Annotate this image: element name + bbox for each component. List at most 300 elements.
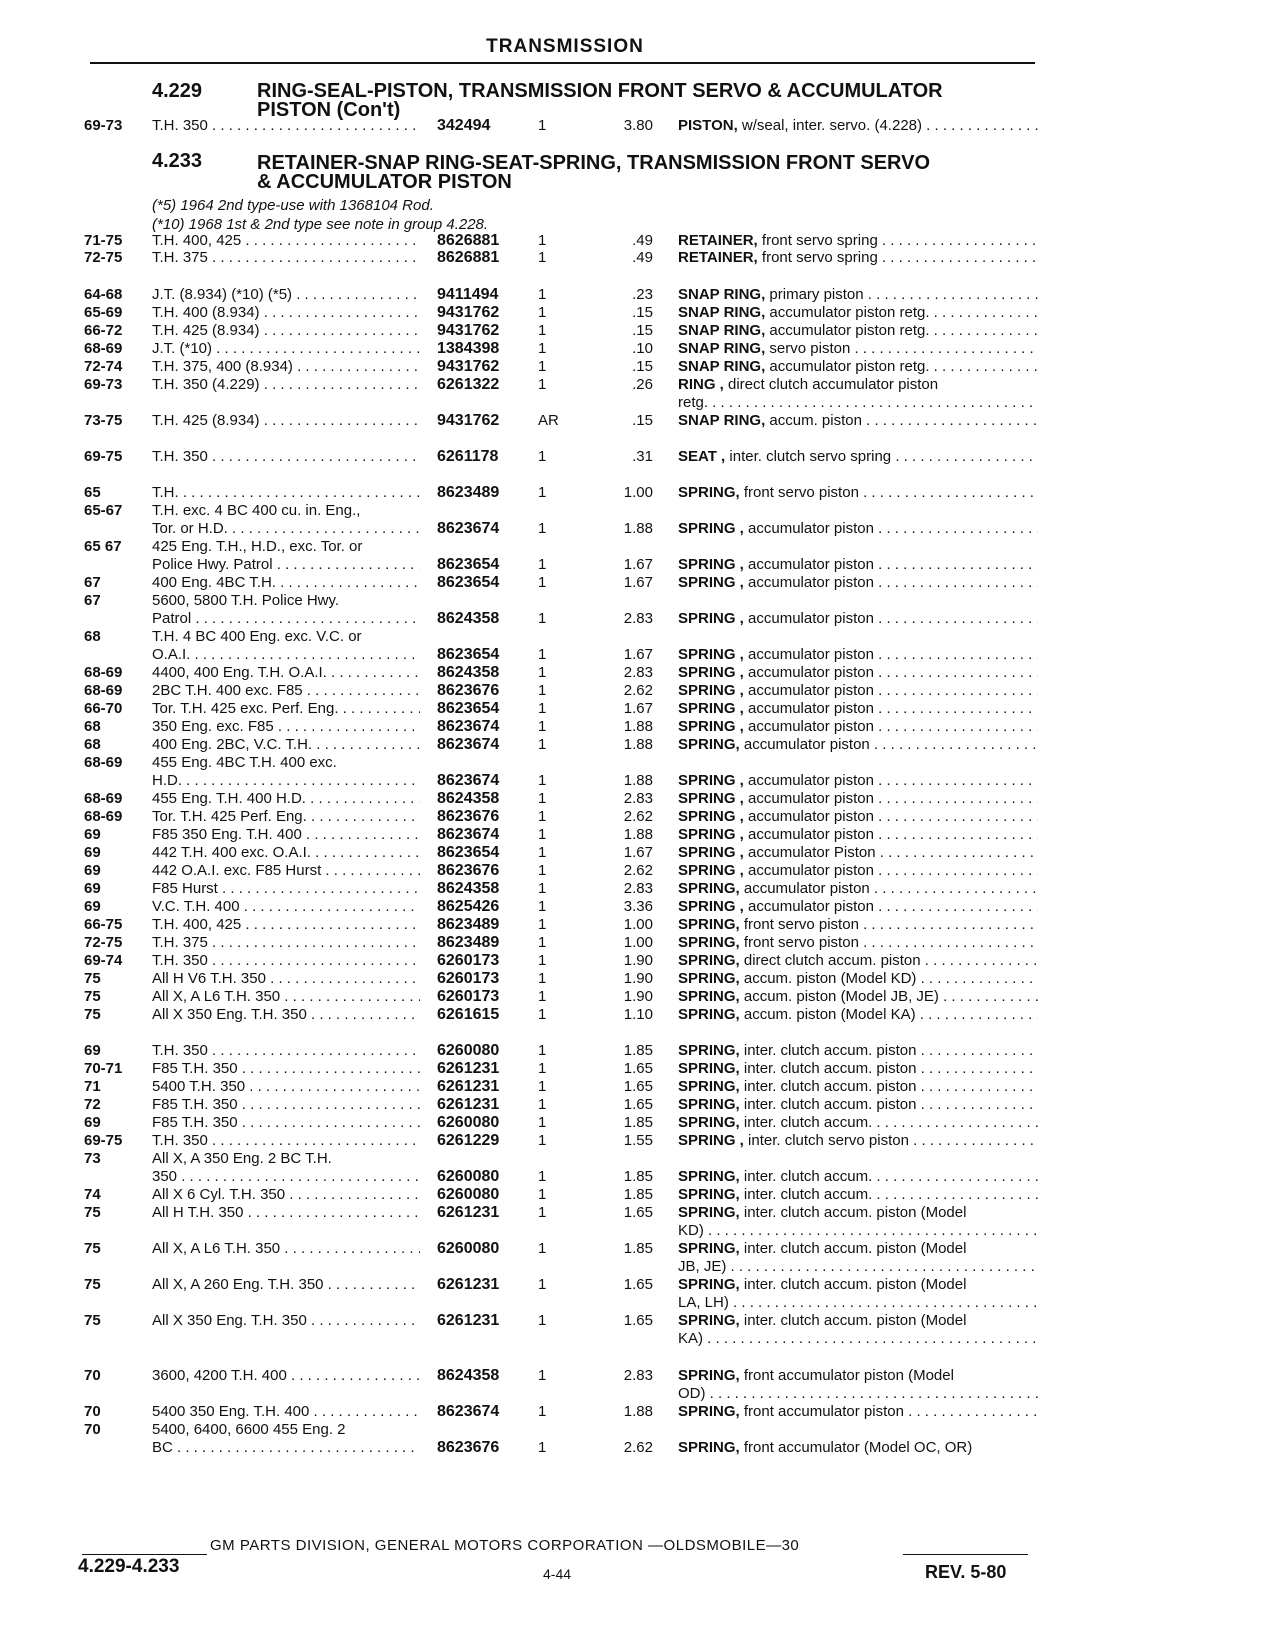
row-application: All X, A 350 Eng. 2 BC T.H. (152, 1150, 332, 1167)
row-application: 2BC T.H. 400 exc. F85 . . . (152, 682, 420, 700)
row-quantity: 1 (538, 1078, 547, 1095)
row-description-text: front accumulator (Model OC, OR) (739, 1439, 973, 1456)
row-description-text: front servo spring (757, 249, 878, 266)
row-description (678, 1204, 1038, 1222)
row-quantity: 1 (538, 520, 547, 537)
row-price: 1.65 (623, 1078, 653, 1095)
row-description-keyword: SPRING , (678, 898, 744, 915)
row-application: 455 Eng. T.H. 400 H.D. . . . (152, 790, 420, 808)
row-description-keyword: SPRING, (678, 1006, 740, 1023)
row-years: 72-74 (84, 358, 123, 375)
row-quantity: 1 (538, 1439, 547, 1456)
row-price: 1.90 (623, 952, 653, 969)
row-application: H.D. . . . (152, 772, 420, 790)
row-price: .26 (632, 376, 653, 393)
row-description-keyword: SPRING , (678, 682, 744, 699)
row-description-text: accumulator piston (743, 556, 874, 573)
row-application: T.H. 375 . . . (152, 249, 420, 267)
row-description (678, 1312, 1038, 1330)
row-part-number: 6261231 (437, 1060, 500, 1077)
row-description (678, 376, 1038, 394)
row-years: 68-69 (84, 340, 123, 357)
row-description (678, 1294, 1038, 1312)
row-description-keyword: SPRING , (678, 808, 744, 825)
row-description-text: accumulator piston (739, 736, 870, 753)
row-part-number: 8623676 (437, 808, 500, 825)
row-description (678, 916, 1038, 934)
row-years: 68 (84, 718, 101, 735)
row-application: 442 T.H. 400 exc. O.A.I. . . . (152, 844, 420, 862)
row-part-number: 8623674 (437, 772, 500, 789)
row-quantity: 1 (538, 1312, 547, 1329)
row-description-text: retg. (678, 394, 709, 411)
row-quantity: 1 (538, 574, 547, 591)
row-application: 3600, 4200 T.H. 400 . . . (152, 1367, 420, 1385)
row-description-text: inter. clutch accum. piston (739, 1078, 917, 1095)
row-part-number: 1384398 (437, 340, 500, 357)
row-part-number: 6261229 (437, 1132, 500, 1149)
row-description-text: primary piston (765, 286, 864, 303)
section-number-4233: 4.233 (152, 150, 203, 172)
row-quantity: 1 (538, 1006, 547, 1023)
row-quantity: 1 (538, 1060, 547, 1077)
row-price: 1.65 (623, 1312, 653, 1329)
row-application: 400 Eng. 4BC T.H. . . . (152, 574, 420, 592)
row-quantity: 1 (538, 358, 547, 375)
row-description-text: accumulator piston (743, 610, 874, 627)
row-description (678, 952, 1038, 970)
section-title-4229 (257, 82, 1057, 120)
row-quantity: 1 (538, 1168, 547, 1185)
row-description-text: accumulator piston (743, 718, 874, 735)
row-quantity: 1 (538, 340, 547, 357)
row-part-number: 8623654 (437, 844, 500, 861)
row-quantity: 1 (538, 556, 547, 573)
row-description-keyword: SPRING, (678, 1276, 740, 1293)
row-years: 75 (84, 1204, 101, 1221)
row-description-text: accum. piston (Model KA) (739, 1006, 916, 1023)
page-header-title: TRANSMISSION (486, 36, 644, 57)
row-description (678, 664, 1038, 682)
row-quantity: 1 (538, 790, 547, 807)
row-price: 1.10 (623, 1006, 653, 1023)
row-description (678, 1114, 1038, 1132)
row-description-keyword: SPRING , (678, 844, 744, 861)
row-description-keyword: SPRING, (678, 1439, 740, 1456)
row-quantity: 1 (538, 322, 547, 339)
row-description-text: accumulator piston (743, 646, 874, 663)
row-quantity: 1 (538, 1186, 547, 1203)
row-part-number: 6260080 (437, 1168, 500, 1185)
row-description (678, 862, 1038, 880)
row-quantity: 1 (538, 952, 547, 969)
row-application: All X 350 Eng. T.H. 350 . . . (152, 1006, 420, 1024)
row-description-text: accumulator piston (743, 520, 874, 537)
row-part-number: 6261231 (437, 1312, 500, 1329)
row-price: 1.88 (623, 1403, 653, 1420)
row-description-keyword: SPRING, (678, 934, 740, 951)
row-part-number: 8623654 (437, 574, 500, 591)
row-description-keyword: SPRING , (678, 862, 744, 879)
row-description-keyword: SPRING, (678, 1078, 740, 1095)
row-description-text: OD) (678, 1385, 706, 1402)
row-description-keyword: SPRING, (678, 916, 740, 933)
row-description-text: accumulator piston retg. (765, 304, 930, 321)
row-price: 1.88 (623, 520, 653, 537)
row-description (678, 1132, 1038, 1150)
row-quantity: 1 (538, 1042, 547, 1059)
row-price: 2.83 (623, 664, 653, 681)
row-years: 66-70 (84, 700, 123, 717)
row-description (678, 790, 1038, 808)
row-price: 1.67 (623, 844, 653, 861)
section-number-4229: 4.229 (152, 80, 203, 102)
row-quantity: 1 (538, 682, 547, 699)
row-description (678, 1222, 1038, 1240)
row-years: 66-75 (84, 916, 123, 933)
row-application: T.H. 375, 400 (8.934) . . . (152, 358, 420, 376)
row-description-keyword: SPRING, (678, 1168, 740, 1185)
row-quantity: 1 (538, 232, 547, 249)
row-description-keyword: RING , (678, 376, 724, 393)
row-application: 425 Eng. T.H., H.D., exc. Tor. or (152, 538, 363, 555)
row-description (678, 808, 1038, 826)
row-years: 73-75 (84, 412, 123, 429)
row-quantity: 1 (538, 1132, 547, 1149)
row-years: 69-73 (84, 376, 123, 393)
row-quantity: 1 (538, 970, 547, 987)
row-description-text: front accumulator piston (739, 1403, 904, 1420)
row-application: F85 T.H. 350 . . . (152, 1114, 420, 1132)
row-application: T.H. 400 (8.934) . . . (152, 304, 420, 322)
row-part-number: 8624358 (437, 790, 500, 807)
row-part-number: 6260080 (437, 1186, 500, 1203)
row-years: 69 (84, 898, 101, 915)
row-application: T.H. 375 . . . (152, 934, 420, 952)
row-description-text: inter. clutch accum. piston (739, 1096, 917, 1113)
row-years: 75 (84, 1312, 101, 1329)
row-years: 68 (84, 628, 101, 645)
row-years: 69-75 (84, 448, 123, 465)
row-description (678, 682, 1038, 700)
row-price: 1.90 (623, 970, 653, 987)
row-quantity: 1 (538, 249, 547, 266)
row-part-number: 6260080 (437, 1114, 500, 1131)
section-title-4229-line1: RING-SEAL-PISTON, TRANSMISSION FRONT SERVO & ACCUMULATOR (257, 80, 943, 102)
row-application: T.H. 400, 425 . . . (152, 916, 420, 934)
row-price: 1.85 (623, 1240, 653, 1257)
row-description-keyword: SPRING, (678, 880, 740, 897)
row-description-text: servo piston (765, 340, 851, 357)
footnote-5: (*5) 1964 2nd type-use with 1368104 Rod. (152, 197, 434, 214)
row-description (678, 286, 1038, 304)
row-years: 69 (84, 826, 101, 843)
row-part-number: 342494 (437, 117, 491, 134)
row-part-number: 8624358 (437, 1367, 500, 1384)
row-part-number: 8623676 (437, 1439, 500, 1456)
row-description-keyword: SPRING, (678, 952, 740, 969)
row-years: 68 (84, 736, 101, 753)
row-part-number: 8624358 (437, 664, 500, 681)
row-description-keyword: SPRING, (678, 1240, 740, 1257)
row-application: F85 T.H. 350 . . . (152, 1060, 420, 1078)
row-part-number: 8623676 (437, 682, 500, 699)
row-part-number: 8626881 (437, 232, 500, 249)
row-description-keyword: SPRING , (678, 826, 744, 843)
row-years: 68-69 (84, 664, 123, 681)
row-quantity: 1 (538, 826, 547, 843)
row-price: 1.55 (623, 1132, 653, 1149)
row-part-number: 8623489 (437, 916, 500, 933)
row-description (678, 520, 1038, 538)
row-part-number: 6261231 (437, 1204, 500, 1221)
row-application: 400 Eng. 2BC, V.C. T.H. . . . (152, 736, 420, 754)
row-years: 65-67 (84, 502, 123, 519)
row-application: Tor. T.H. 425 Perf. Eng. . . . (152, 808, 420, 826)
row-description-text: inter. clutch accum. piston (Model (739, 1276, 967, 1293)
row-price: 2.62 (623, 682, 653, 699)
row-description-keyword: SEAT , (678, 448, 726, 465)
row-quantity: 1 (538, 916, 547, 933)
row-application: V.C. T.H. 400 . . . (152, 898, 420, 916)
row-description-keyword: SPRING , (678, 790, 744, 807)
row-price: .10 (632, 340, 653, 357)
row-price: .15 (632, 358, 653, 375)
row-description (678, 1006, 1038, 1024)
row-years: 71-75 (84, 232, 123, 249)
row-application: T.H. 350 . . . (152, 1132, 420, 1150)
row-description-keyword: SPRING , (678, 700, 744, 717)
row-application: All X, A 260 Eng. T.H. 350 . . . (152, 1276, 420, 1294)
row-description-text: accumulator piston (743, 826, 874, 843)
row-years: 73 (84, 1150, 101, 1167)
row-years: 66-72 (84, 322, 123, 339)
row-description-text: accumulator piston (743, 700, 874, 717)
row-description (678, 1330, 1038, 1348)
row-price: 1.00 (623, 916, 653, 933)
row-price: 2.62 (623, 1439, 653, 1456)
row-description (678, 1096, 1038, 1114)
row-part-number: 8623674 (437, 520, 500, 537)
row-description (678, 826, 1038, 844)
row-description-text: inter. clutch accum. (739, 1186, 873, 1203)
row-price: 2.62 (623, 808, 653, 825)
row-description (678, 394, 1038, 412)
row-description-keyword: SNAP RING, (678, 304, 766, 321)
row-description-keyword: SNAP RING, (678, 322, 766, 339)
row-years: 67 (84, 574, 101, 591)
row-years: 65 (84, 484, 101, 501)
row-description-keyword: SPRING, (678, 1367, 740, 1384)
row-part-number: 8623654 (437, 646, 500, 663)
row-description (678, 1078, 1038, 1096)
row-part-number: 8623674 (437, 718, 500, 735)
row-application: F85 T.H. 350 . . . (152, 1096, 420, 1114)
row-description (678, 1042, 1038, 1060)
row-part-number: 6261615 (437, 1006, 500, 1023)
row-years: 70 (84, 1367, 101, 1384)
row-description (678, 1240, 1038, 1258)
row-price: 1.85 (623, 1186, 653, 1203)
row-quantity: 1 (538, 304, 547, 321)
footer-revision: REV. 5-80 (925, 1562, 1007, 1582)
row-application: T.H. exc. 4 BC 400 cu. in. Eng., (152, 502, 361, 519)
row-price: 2.83 (623, 880, 653, 897)
row-description-text: LA, LH) (678, 1294, 729, 1311)
row-description (678, 448, 1038, 466)
row-description-keyword: SPRING, (678, 970, 740, 987)
row-part-number: 8623654 (437, 556, 500, 573)
row-years: 70 (84, 1421, 101, 1438)
row-quantity: 1 (538, 1367, 547, 1384)
row-description (678, 484, 1038, 502)
row-part-number: 6261231 (437, 1078, 500, 1095)
row-price: .23 (632, 286, 653, 303)
row-description (678, 646, 1038, 664)
row-description-keyword: SNAP RING, (678, 286, 766, 303)
row-price: 1.67 (623, 700, 653, 717)
row-description-keyword: RETAINER, (678, 232, 758, 249)
row-application: All X 6 Cyl. T.H. 350 . . . (152, 1186, 420, 1204)
row-description-text: accumulator piston (743, 772, 874, 789)
row-application: T.H. 4 BC 400 Eng. exc. V.C. or (152, 628, 362, 645)
row-description (678, 556, 1038, 574)
footer-rule-right (903, 1554, 1028, 1555)
row-price: 1.65 (623, 1276, 653, 1293)
row-quantity: AR (538, 412, 559, 429)
row-quantity: 1 (538, 1240, 547, 1257)
row-application: J.T. (8.934) (*10) (*5) . . . (152, 286, 420, 304)
row-application: All X, A L6 T.H. 350 . . . (152, 1240, 420, 1258)
row-description (678, 1403, 1038, 1421)
row-part-number: 8623654 (437, 700, 500, 717)
row-years: 71 (84, 1078, 101, 1095)
row-description-keyword: SPRING, (678, 988, 740, 1005)
row-price: 1.85 (623, 1114, 653, 1131)
row-part-number: 6261231 (437, 1096, 500, 1113)
row-description (678, 1060, 1038, 1078)
row-price: .15 (632, 412, 653, 429)
row-description-text: inter. clutch accum. piston (Model (739, 1312, 967, 1329)
row-application: All X, A L6 T.H. 350 . . . (152, 988, 420, 1006)
row-price: 1.88 (623, 826, 653, 843)
row-description-text: accumulator piston (743, 664, 874, 681)
row-years: 65 67 (84, 538, 122, 555)
row-description (678, 1186, 1038, 1204)
row-years: 69-75 (84, 1132, 123, 1149)
row-quantity: 1 (538, 1403, 547, 1420)
row-description-text: inter. clutch servo spring (725, 448, 892, 465)
row-description-text: KD) (678, 1222, 704, 1239)
row-years: 75 (84, 1006, 101, 1023)
row-years: 72-75 (84, 934, 123, 951)
row-price: 1.88 (623, 736, 653, 753)
row-application: T.H. 425 (8.934) . . . (152, 322, 420, 340)
row-quantity: 1 (538, 484, 547, 501)
row-description (678, 1385, 1038, 1403)
row-description-text: KA) (678, 1330, 704, 1347)
row-description (678, 232, 1038, 250)
row-quantity: 1 (538, 646, 547, 663)
row-description-keyword: SPRING, (678, 1403, 740, 1420)
row-description (678, 718, 1038, 736)
row-description-text: inter. clutch accum. (739, 1168, 873, 1185)
row-application: T.H. 425 (8.934) . . . (152, 412, 420, 430)
row-application: 350 . . . (152, 1168, 420, 1186)
row-price: 1.00 (623, 934, 653, 951)
row-years: 70 (84, 1403, 101, 1420)
row-description (678, 1258, 1038, 1276)
row-description-keyword: SPRING, (678, 484, 740, 501)
row-application: 455 Eng. 4BC T.H. 400 exc. (152, 754, 337, 771)
row-part-number: 6260080 (437, 1240, 500, 1257)
row-application: 442 O.A.I. exc. F85 Hurst . . . (152, 862, 420, 880)
row-application: F85 350 Eng. T.H. 400 . . . (152, 826, 420, 844)
row-quantity: 1 (538, 772, 547, 789)
row-description-text: accumulator Piston (743, 844, 876, 861)
row-description-keyword: SPRING, (678, 1096, 740, 1113)
row-price: 1.00 (623, 484, 653, 501)
row-application: Patrol . . . (152, 610, 420, 628)
row-description (678, 412, 1038, 430)
row-quantity: 1 (538, 664, 547, 681)
row-quantity: 1 (538, 610, 547, 627)
row-description-text: inter. clutch accum. piston (Model (739, 1204, 967, 1221)
row-description (678, 898, 1038, 916)
row-part-number: 9431762 (437, 304, 500, 321)
row-part-number: 9431762 (437, 358, 500, 375)
row-application: Tor. or H.D. . . . (152, 520, 420, 538)
row-description-text: accumulator piston retg. (765, 322, 930, 339)
row-description-text: front servo spring (757, 232, 878, 249)
row-description-text: accumulator piston (743, 898, 874, 915)
row-years: 65-69 (84, 304, 123, 321)
row-years: 75 (84, 1276, 101, 1293)
row-application: 5400 350 Eng. T.H. 400 . . . (152, 1403, 420, 1421)
row-description-keyword: SPRING, (678, 1186, 740, 1203)
row-description (678, 249, 1038, 267)
row-years: 75 (84, 1240, 101, 1257)
row-description-text: accumulator piston (743, 574, 874, 591)
row-description-keyword: SPRING , (678, 574, 744, 591)
row-years: 68-69 (84, 754, 123, 771)
row-description-text: front servo piston (739, 484, 859, 501)
row-quantity: 1 (538, 1204, 547, 1221)
row-description (678, 736, 1038, 754)
row-description (678, 304, 1038, 322)
row-application: 350 Eng. exc. F85 . . . (152, 718, 420, 736)
section-title-4233-line1: RETAINER-SNAP RING-SEAT-SPRING, TRANSMISSION FRONT SERVO (257, 152, 931, 174)
row-description-keyword: SNAP RING, (678, 412, 766, 429)
row-years: 75 (84, 970, 101, 987)
row-years: 64-68 (84, 286, 123, 303)
row-description-keyword: SPRING , (678, 646, 744, 663)
row-description-text: inter. clutch accum. piston (739, 1042, 917, 1059)
row-part-number: 9411494 (437, 286, 499, 303)
row-price: 3.36 (623, 898, 653, 915)
row-description (678, 1367, 1038, 1385)
row-description-keyword: SPRING , (678, 1132, 744, 1149)
row-description (678, 844, 1038, 862)
row-description-keyword: SPRING, (678, 1312, 740, 1329)
row-description-text: JB, JE) (678, 1258, 727, 1275)
row-years: 67 (84, 592, 101, 609)
row-price: 2.83 (623, 610, 653, 627)
row-price: .49 (632, 249, 653, 266)
row-part-number: 8623489 (437, 934, 500, 951)
row-description (678, 934, 1038, 952)
row-part-number: 6261231 (437, 1276, 500, 1293)
